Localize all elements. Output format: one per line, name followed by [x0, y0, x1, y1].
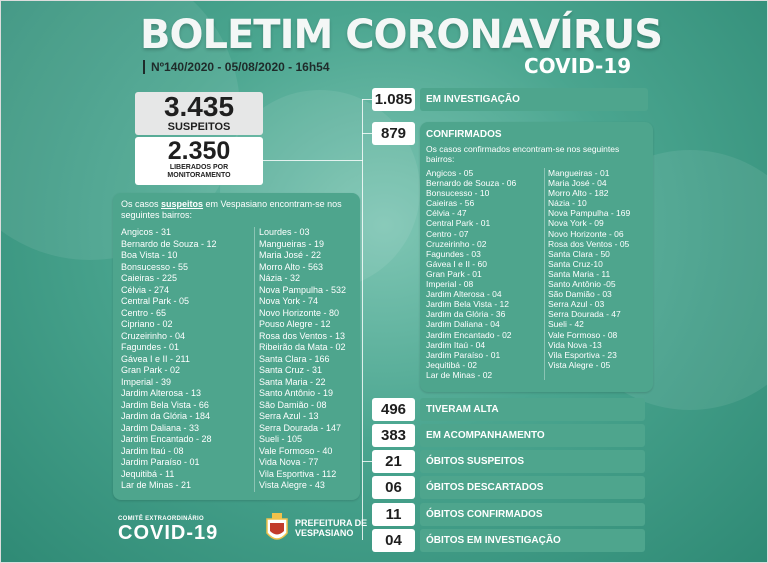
neighborhood-item: Maria José - 22 — [259, 250, 322, 260]
neighborhood-item: Bonsucesso - 55 — [121, 261, 189, 272]
neighborhood-item: Serra Dourada - 47 — [548, 309, 621, 320]
neighborhood-item: Jardim da Glória - 36 — [426, 309, 506, 320]
neighborhood-item: Vista Alegre - 43 — [259, 480, 325, 490]
neighborhood-item: Jardim Itaú - 04 — [426, 339, 486, 350]
neighborhood-item: Ribeirão da Mata - 02 — [259, 342, 346, 352]
confirmed-neighborhood-panel — [420, 122, 653, 392]
stat-confirmed-value: 879 — [372, 122, 415, 145]
neighborhood-item: Caieiras - 225 — [121, 273, 178, 283]
committee-big-text: COVID-19 — [118, 522, 219, 544]
stat-deaths-suspected — [372, 450, 645, 473]
neighborhood-item: Názia - 32 — [259, 273, 301, 283]
neighborhood-item: Jardim Paraíso - 01 — [121, 457, 200, 467]
suspects-list-column-2 — [254, 227, 346, 492]
connector-line — [263, 160, 363, 161]
neighborhood-item: Vale Formoso - 08 — [548, 329, 618, 340]
confirmed-panel-intro: Os casos confirmados encontram-se nos seguintes bairros: — [426, 144, 620, 164]
neighborhood-item: Nova Pampulha - 532 — [259, 284, 347, 295]
neighborhood-item: Nova Pampulha - 169 — [548, 208, 631, 219]
neighborhood-item: Centro - 07 — [426, 228, 469, 239]
neighborhood-item: Sueli - 42 — [548, 319, 584, 330]
stat-deaths-suspected-label: ÓBITOS SUSPEITOS — [420, 450, 645, 473]
neighborhood-item: Santa Maria - 11 — [548, 268, 611, 279]
neighborhood-item: Bernardo de Souza - 12 — [121, 238, 217, 249]
neighborhood-item: Santa Maria - 22 — [259, 376, 326, 387]
neighborhood-item: Serra Azul - 13 — [259, 411, 319, 421]
neighborhood-item: Imperial - 39 — [121, 376, 172, 387]
neighborhood-item: Angicos - 31 — [121, 227, 172, 237]
neighborhood-item: Santa Cruz - 31 — [259, 365, 323, 375]
neighborhood-item: Boa Vista - 10 — [121, 250, 178, 260]
neighborhood-item: Názia - 10 — [548, 198, 587, 209]
suspects-total-card — [135, 92, 263, 135]
neighborhood-item: Vida Nova -13 — [548, 339, 602, 350]
neighborhood-item: Fagundes - 01 — [121, 342, 180, 352]
neighborhood-item: Vila Esportiva - 112 — [259, 468, 337, 479]
stat-deaths-confirmed-label: ÓBITOS CONFIRMADOS — [420, 503, 645, 526]
neighborhood-item: Jardim Bela Vista - 12 — [426, 299, 509, 310]
neighborhood-item: Jardim Alterosa - 04 — [426, 289, 502, 300]
neighborhood-item: Célvia - 274 — [121, 284, 170, 295]
neighborhood-item: Jequitibá - 11 — [121, 468, 175, 479]
neighborhood-item: Morro Alto - 563 — [259, 261, 324, 272]
neighborhood-item: Central Park - 05 — [121, 296, 190, 306]
neighborhood-item: São Damião - 08 — [259, 399, 327, 410]
coat-of-arms-icon — [264, 511, 290, 545]
neighborhood-item: Rosa dos Ventos - 05 — [548, 238, 630, 249]
neighborhood-item: Maria José - 04 — [548, 178, 607, 189]
connector-line — [362, 133, 372, 134]
stat-deaths-suspected-value: 21 — [372, 450, 415, 473]
neighborhood-item: Vista Alegre - 05 — [548, 359, 611, 370]
confirmed-list-column-2 — [544, 168, 630, 380]
neighborhood-item: Pouso Alegre - 12 — [259, 319, 331, 329]
released-label-line2: MONITORAMENTO — [167, 172, 231, 179]
neighborhood-item: Central Park - 01 — [426, 218, 491, 229]
confirmed-list-column-1 — [426, 168, 544, 380]
neighborhood-item: Serra Dourada - 147 — [259, 422, 342, 433]
neighborhood-item: Morro Alto - 182 — [548, 188, 609, 199]
committee-small-text: COMITÊ EXTRAORDINÁRIO — [118, 516, 204, 522]
neighborhood-item: Rosa dos Ventos - 13 — [259, 330, 346, 341]
intro-text: Os casos — [121, 199, 162, 209]
neighborhood-item: Santo Antônio -05 — [548, 279, 616, 290]
neighborhood-item: Imperial - 08 — [426, 279, 474, 290]
stat-deaths-confirmed — [372, 503, 645, 526]
neighborhood-item: Nova York - 74 — [259, 296, 319, 306]
neighborhood-item: Lourdes - 03 — [259, 227, 310, 237]
neighborhood-item: Bernardo de Souza - 06 — [426, 178, 517, 189]
issue-date: Nº140/2020 - 05/08/2020 - 16h54 — [143, 60, 330, 74]
neighborhood-item: Célvia - 47 — [426, 208, 467, 219]
neighborhood-item: Vale Formoso - 40 — [259, 445, 333, 456]
stat-deaths-confirmed-value: 11 — [372, 503, 415, 526]
stat-deaths-investigation — [372, 529, 645, 552]
suspects-neighborhood-panel — [113, 193, 360, 500]
intro-text: em Vespasiano encontram-se nos seguintes bairros: — [121, 199, 342, 220]
city-line2: VESPASIANO — [295, 528, 354, 538]
committee-logo — [118, 516, 218, 544]
neighborhood-item: Vida Nova - 77 — [259, 457, 319, 467]
released-value: 2.350 — [167, 137, 231, 165]
neighborhood-item: Serra Azul - 03 — [548, 299, 605, 310]
stat-deaths-investigation-label: ÓBITOS EM INVESTIGAÇÃO — [420, 529, 645, 552]
neighborhood-item: Nova York - 09 — [548, 218, 604, 229]
neighborhood-item: Jardim Daliana - 33 — [121, 422, 200, 433]
neighborhood-item: Vila Esportiva - 23 — [548, 349, 617, 360]
stat-monitoring — [372, 424, 645, 447]
neighborhood-item: Santa Clara - 166 — [259, 353, 330, 364]
suspects-total-label: SUSPEITOS — [167, 121, 231, 133]
neighborhood-item: Santa Cruz-10 — [548, 258, 603, 269]
connector-line — [362, 99, 363, 540]
neighborhood-item: Jequitibá - 02 — [426, 359, 478, 370]
neighborhood-item: Jardim Encantado - 28 — [121, 434, 212, 444]
neighborhood-item: Jardim Daliana - 04 — [426, 319, 500, 330]
stat-monitoring-value: 383 — [372, 424, 415, 447]
neighborhood-item: Gran Park - 01 — [426, 268, 482, 279]
neighborhood-item: Jardim Alterosa - 13 — [121, 388, 202, 398]
stat-deaths-investigation-value: 04 — [372, 529, 415, 552]
neighborhood-item: Jardim Itaú - 08 — [121, 445, 184, 456]
neighborhood-item: Gávea I e II - 211 — [121, 353, 190, 364]
neighborhood-item: Gávea I e II - 60 — [426, 258, 487, 269]
city-line1: PREFEITURA DE — [295, 518, 368, 528]
neighborhood-item: Gran Park - 02 — [121, 365, 181, 375]
neighborhood-item: Caieiras - 56 — [426, 198, 475, 209]
stat-deaths-discarded — [372, 476, 645, 499]
neighborhood-item: São Damião - 03 — [548, 289, 612, 300]
stat-monitoring-label: EM ACOMPANHAMENTO — [420, 424, 645, 447]
neighborhood-item: Lar de Minas - 02 — [426, 369, 493, 380]
neighborhood-item: Jardim Bela Vista - 66 — [121, 399, 209, 410]
stat-deaths-discarded-label: ÓBITOS DESCARTADOS — [420, 476, 645, 499]
suspects-list-column-1 — [121, 227, 254, 492]
neighborhood-item: Santa Clara - 50 — [548, 248, 610, 259]
stat-recovered-value: 496 — [372, 398, 415, 421]
neighborhood-item: Mangueiras - 01 — [548, 168, 610, 178]
suspects-total-value: 3.435 — [163, 91, 235, 122]
neighborhood-item: Bonsucesso - 10 — [426, 188, 490, 199]
neighborhood-item: Novo Horizonte - 80 — [259, 307, 340, 318]
released-label-line1: LIBERADOS POR — [169, 164, 229, 171]
neighborhood-item: Cruzeirinho - 04 — [121, 330, 186, 341]
page-subtitle: COVID-19 — [524, 54, 632, 78]
stat-investigation — [372, 88, 648, 111]
neighborhood-item: Jardim Paraíso - 01 — [426, 349, 501, 360]
neighborhood-item: Mangueiras - 19 — [259, 238, 325, 249]
city-hall-logo — [264, 511, 367, 545]
neighborhood-item: Jardim da Glória - 184 — [121, 411, 211, 421]
neighborhood-item: Cipriano - 02 — [121, 319, 173, 329]
neighborhood-item: Jardim Encantado - 02 — [426, 329, 512, 340]
stat-deaths-discarded-value: 06 — [372, 476, 415, 499]
neighborhood-item: Sueli - 105 — [259, 434, 303, 444]
page-title: BOLETIM CORONAVÍRUS — [140, 12, 663, 58]
connector-line — [362, 99, 372, 100]
stat-investigation-value: 1.085 — [372, 88, 415, 111]
neighborhood-item: Novo Horizonte - 06 — [548, 228, 624, 239]
stat-investigation-label: EM INVESTIGAÇÃO — [420, 88, 648, 111]
neighborhood-item: Fagundes - 03 — [426, 248, 481, 259]
connector-line — [362, 461, 372, 462]
released-card — [135, 137, 263, 185]
suspects-panel-intro — [121, 199, 352, 221]
neighborhood-item: Centro - 65 — [121, 307, 167, 318]
neighborhood-item: Santo Antônio - 19 — [259, 388, 334, 398]
intro-emphasis: suspeitos — [161, 199, 204, 209]
stat-recovered — [372, 398, 645, 421]
stat-recovered-label: TIVERAM ALTA — [420, 398, 645, 421]
neighborhood-item: Cruzeirinho - 02 — [426, 238, 487, 249]
stat-confirmed-label: CONFIRMADOS — [426, 129, 502, 140]
neighborhood-item: Angicos - 05 — [426, 168, 474, 178]
neighborhood-item: Lar de Minas - 21 — [121, 480, 192, 490]
